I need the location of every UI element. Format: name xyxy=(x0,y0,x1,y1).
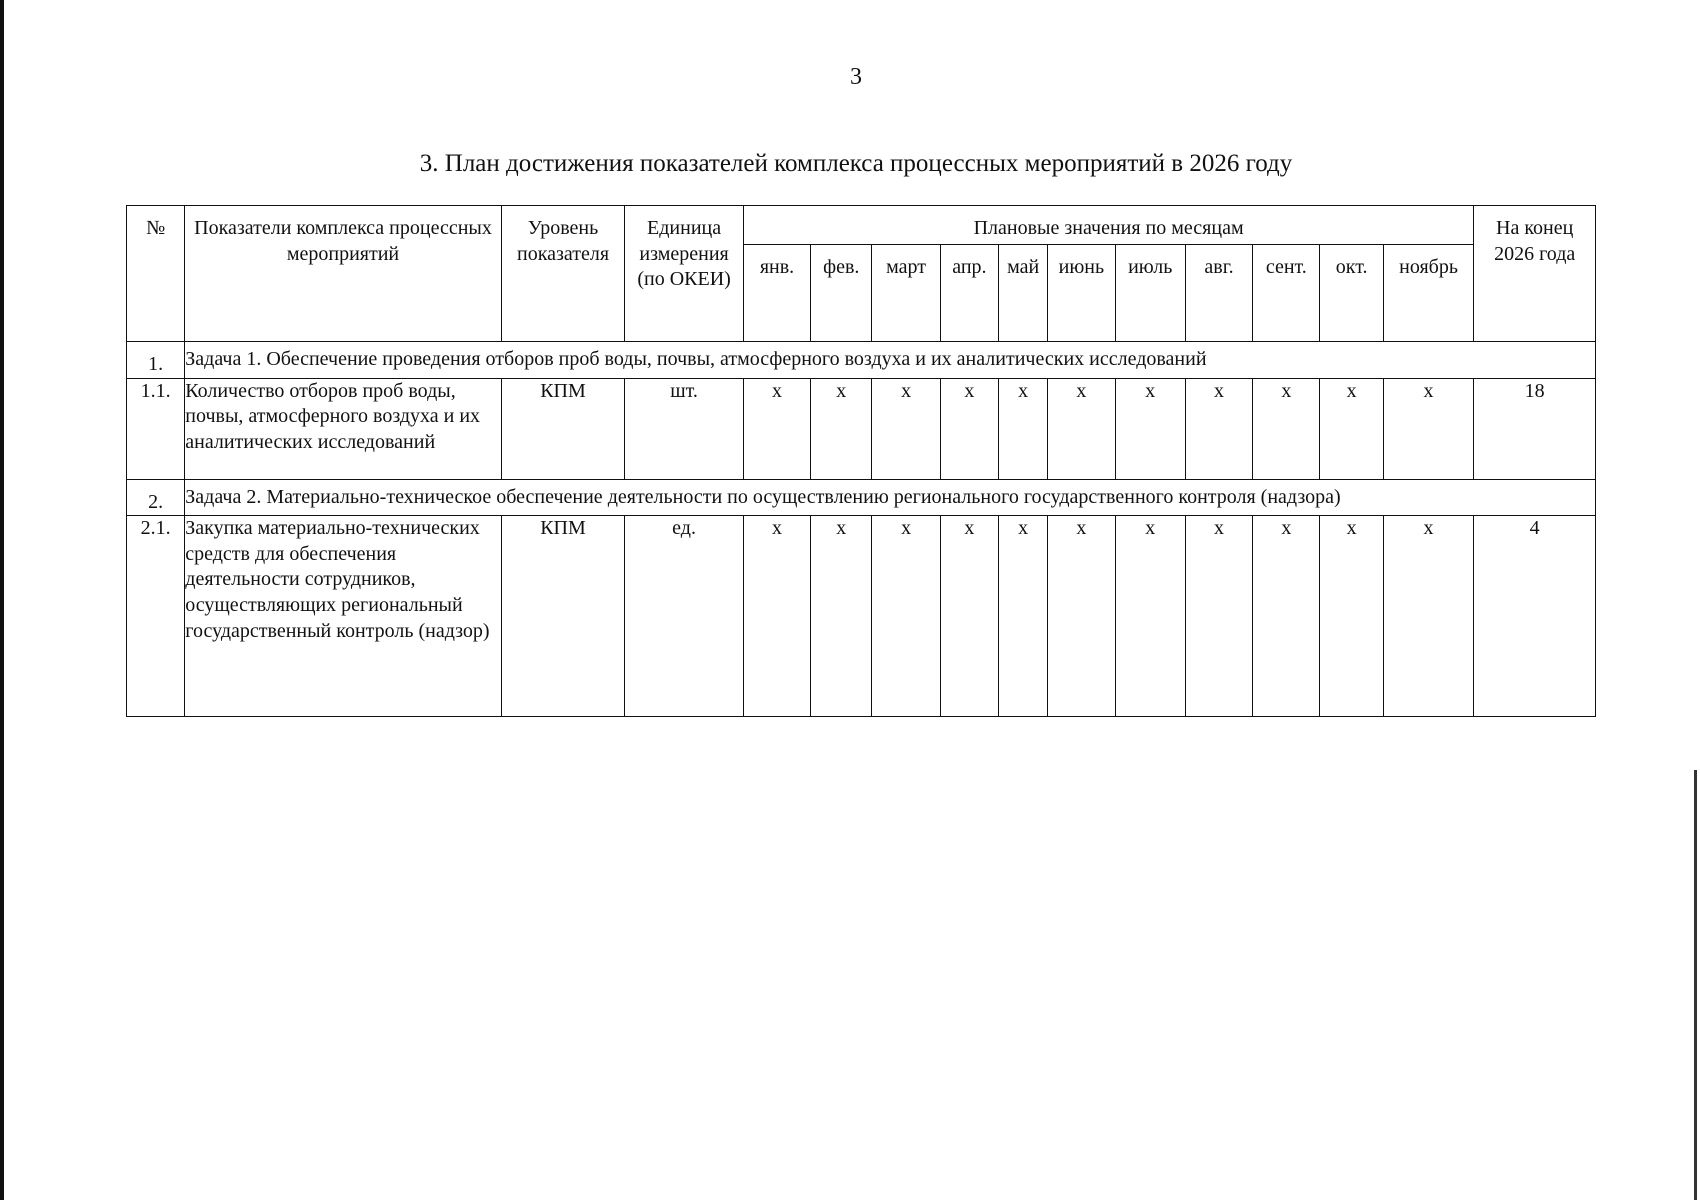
header-month: ноябрь xyxy=(1383,245,1474,342)
header-month: янв. xyxy=(743,245,810,342)
month-value: х xyxy=(1383,516,1474,717)
scan-left-edge xyxy=(0,0,4,1200)
indicator-row xyxy=(127,378,1596,479)
section-title: 3. План достижения показателей комплекса процессных мероприятий в 2026 году xyxy=(419,150,1293,177)
indicator-unit: шт. xyxy=(625,378,744,479)
task-title: Задача 2. Материально-техническое обеспечение деятельности по осуществлению регионального государственного контроля (надзора) xyxy=(185,479,1596,516)
indicator-level: КПМ xyxy=(501,378,625,479)
month-value: х xyxy=(811,378,872,479)
end-of-year-value: 4 xyxy=(1474,516,1596,717)
row-number: 2. xyxy=(127,479,185,516)
month-value: х xyxy=(1115,378,1185,479)
task-row xyxy=(127,479,1596,516)
month-value: х xyxy=(743,516,810,717)
header-month: авг. xyxy=(1185,245,1252,342)
header-month: сент. xyxy=(1253,245,1320,342)
month-value: х xyxy=(811,516,872,717)
header-monthly-values: Плановые значения по месяцам xyxy=(743,206,1474,245)
header-num: № xyxy=(127,206,185,342)
month-value: х xyxy=(743,378,810,479)
month-value: х xyxy=(940,378,998,479)
indicators-plan-table xyxy=(126,205,1596,717)
indicator-name: Закупка материально-технических средств для обеспечения деятельности сотрудников, осуществляющих региональный государственный контроль (надзор) xyxy=(185,516,501,717)
indicator-level: КПМ xyxy=(501,516,625,717)
header-month: июль xyxy=(1115,245,1185,342)
header-level: Уровень показателя xyxy=(501,206,625,342)
header-month: март xyxy=(872,245,940,342)
month-value: х xyxy=(999,378,1048,479)
indicator-name: Количество отборов проб воды, почвы, атмосферного воздуха и их аналитических исследований xyxy=(185,378,501,479)
scan-right-edge xyxy=(1694,770,1697,1200)
indicator-unit: ед. xyxy=(625,516,744,717)
task-title: Задача 1. Обеспечение проведения отборов проб воды, почвы, атмосферного воздуха и их аналитических исследований xyxy=(185,342,1596,379)
header-month: май xyxy=(999,245,1048,342)
row-number: 2.1. xyxy=(127,516,185,717)
month-value: х xyxy=(1048,516,1115,717)
header-month: окт. xyxy=(1320,245,1383,342)
month-value: х xyxy=(1185,516,1252,717)
month-value: х xyxy=(940,516,998,717)
month-value: х xyxy=(1115,516,1185,717)
month-value: х xyxy=(872,516,940,717)
month-value: х xyxy=(1253,516,1320,717)
header-month: фев. xyxy=(811,245,872,342)
month-value: х xyxy=(1185,378,1252,479)
month-value: х xyxy=(1383,378,1474,479)
month-value: х xyxy=(1048,378,1115,479)
page-number: 3 xyxy=(850,64,862,90)
task-row xyxy=(127,342,1596,379)
header-unit: Единица измерения (по ОКЕИ) xyxy=(625,206,744,342)
month-value: х xyxy=(999,516,1048,717)
header-month: апр. xyxy=(940,245,998,342)
end-of-year-value: 18 xyxy=(1474,378,1596,479)
row-number: 1.1. xyxy=(127,378,185,479)
indicator-row xyxy=(127,516,1596,717)
month-value: х xyxy=(1320,378,1383,479)
header-month: июнь xyxy=(1048,245,1115,342)
month-value: х xyxy=(1253,378,1320,479)
row-number: 1. xyxy=(127,342,185,379)
header-indicator-name: Показатели комплекса процессных мероприятий xyxy=(185,206,501,342)
header-end-of-year: На конец 2026 года xyxy=(1474,206,1596,342)
month-value: х xyxy=(1320,516,1383,717)
month-value: х xyxy=(872,378,940,479)
